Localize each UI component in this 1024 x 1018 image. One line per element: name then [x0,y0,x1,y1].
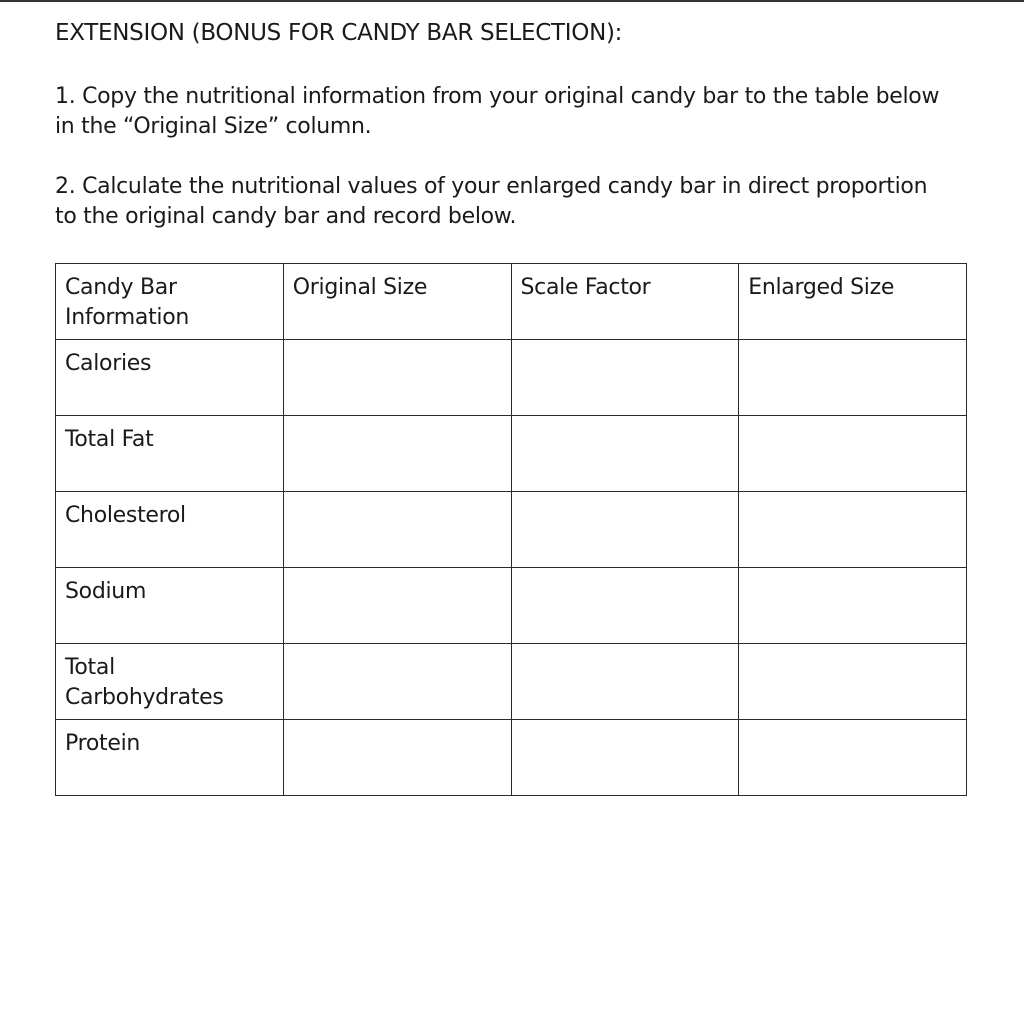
header-scale-factor: Scale Factor [511,264,739,340]
table-row [56,492,967,568]
table-row [56,644,967,720]
row-label: Calories [56,340,284,416]
enlarged-size-cell [739,340,967,416]
scale-factor-cell [511,568,739,644]
top-border-rule [0,0,1024,2]
original-size-cell [283,720,511,796]
enlarged-size-cell [739,644,967,720]
table-header-row [56,264,967,340]
row-label: Total Fat [56,416,284,492]
header-candy-bar-information: Candy Bar Information [56,264,284,340]
scale-factor-cell [511,644,739,720]
enlarged-size-cell [739,720,967,796]
table-row [56,720,967,796]
row-label: Sodium [56,568,284,644]
row-label: Cholesterol [56,492,284,568]
table-row [56,416,967,492]
row-label: Total Carbohydrates [56,644,284,720]
enlarged-size-cell [739,416,967,492]
original-size-cell [283,416,511,492]
original-size-cell [283,644,511,720]
original-size-cell [283,492,511,568]
scale-factor-cell [511,340,739,416]
enlarged-size-cell [739,568,967,644]
instruction-1: 1. Copy the nutritional information from your original candy bar to the table below in the “Original Size” column. [55,84,940,139]
original-size-cell [283,340,511,416]
scale-factor-cell [511,416,739,492]
table-row [56,340,967,416]
header-enlarged-size: Enlarged Size [739,264,967,340]
instruction-2: 2. Calculate the nutritional values of your enlarged candy bar in direct proportion to the original candy bar and record below. [55,174,928,229]
scale-factor-cell [511,720,739,796]
header-original-size: Original Size [283,264,511,340]
table-row [56,568,967,644]
scale-factor-cell [511,492,739,568]
nutrition-table [55,263,967,796]
page-heading: EXTENSION (BONUS FOR CANDY BAR SELECTION): [55,20,623,46]
original-size-cell [283,568,511,644]
enlarged-size-cell [739,492,967,568]
row-label: Protein [56,720,284,796]
